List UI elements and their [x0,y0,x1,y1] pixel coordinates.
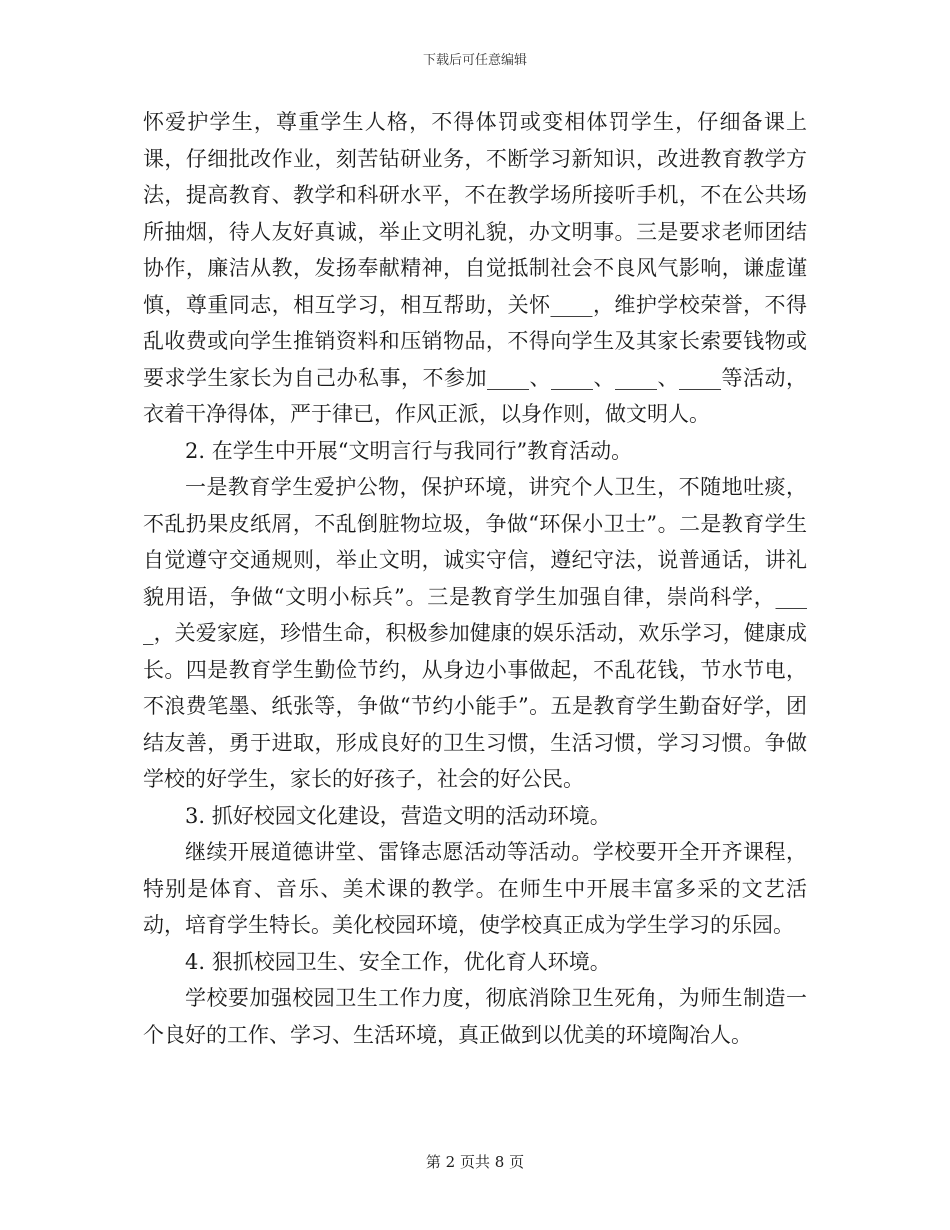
section-heading-2: 2. 在学生中开展“文明言行与我同行”教育活动。 [185,438,633,463]
paragraph-2: 一是教育学生爱护公物，保护环境，讲究个人卫生，不随地吐痰，不乱扔果皮纸屑，不乱倒脏物垃圾，争做“环保小卫士”。二是教育学生自觉遵守交通规则，举止文明，诚实守信，遵纪守法，说普通话，讲礼貌用语，争做“文明小标兵”。三是教育学生加强自律，崇尚科学，____，关爱家庭，珍惜生命，积极参加健康的娱乐活动，欢乐学习，健康成长。四是教育学生勤俭节约，从身边小事做起，不乱花钱，节水节电，不浪费笔墨、纸张等，争做“节约小能手”。五是教育学生勤奋好学，团结友善，勇于进取，形成良好的卫生习惯，生活习惯，学习习惯。争做学校的好学生，家长的好孩子，社会的好公民。 [143,475,807,791]
paragraph-4: 学校要加强校园卫生工作力度，彻底消除卫生死角，为师生制造一个良好的工作、学习、生活环境，真正做到以优美的环境陶冶人。 [143,986,807,1047]
paragraph-3: 继续开展道德讲堂、雷锋志愿活动等活动。学校要开全开齐课程，特别是体育、音乐、美术课的教学。在师生中开展丰富多采的文艺活动，培育学生特长。美化校园环境，使学校真正成为学生学习的乐园。 [143,840,807,937]
section-heading-3: 3. 抓好校园文化建设，营造文明的活动环境。 [185,803,611,828]
page-header: 下载后可任意编辑 [422,53,527,68]
section-heading-4: 4. 狠抓校园卫生、安全工作，优化育人环境。 [185,949,611,974]
page-number: 第 2 页共 8 页 [425,1153,525,1171]
paragraph-1: 怀爱护学生，尊重学生人格，不得体罚或变相体罚学生，仔细备课上课，仔细批改作业，刻苦钻研业务，不断学习新知识，改进教育教学方法，提高教育、教学和科研水平，不在教学场所接听手机，不在公共场所抽烟，待人友好真诚，举止文明礼貌，办文明事。三是要求老师团结协作，廉洁从教，发扬奉献精神，自觉抵制社会不良风气影响，谦虚谨慎，尊重同志，相互学习，相互帮助，关怀____，维护学校荣誉，不得乱收费或向学生推销资料和压销物品，不得向学生及其家长索要钱物或要求学生家长为自己办私事，不参加____、____、____、____等活动，衣着干净得体，严于律已，作风正派，以身作则，做文明人。 [143,110,807,426]
document-body [143,104,807,1053]
